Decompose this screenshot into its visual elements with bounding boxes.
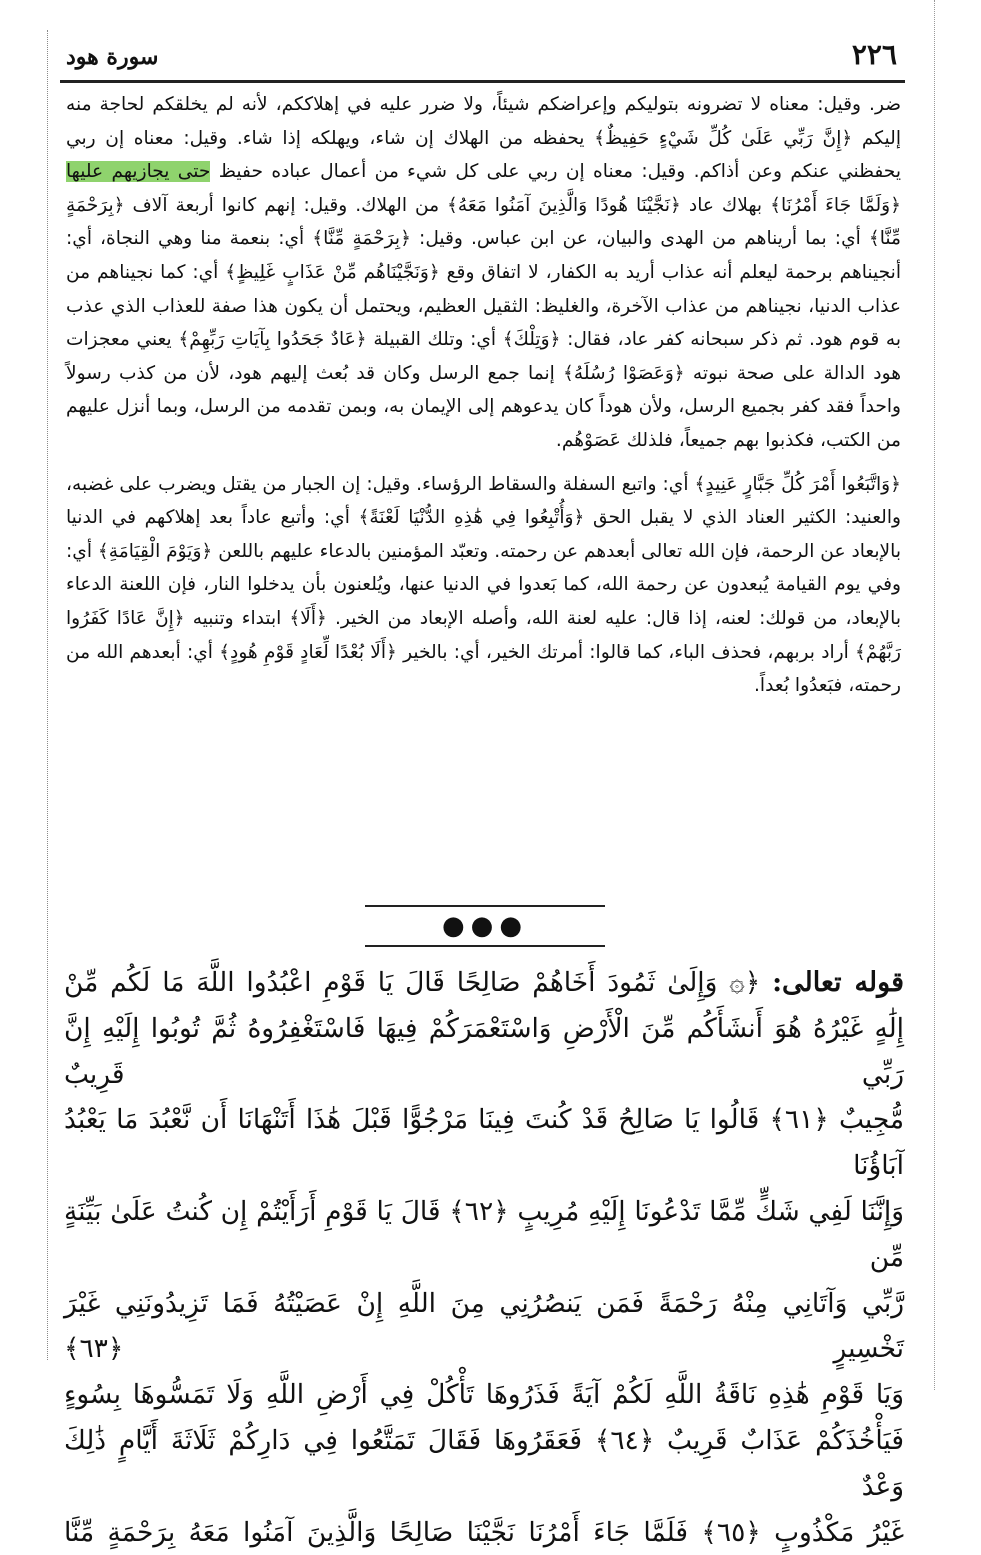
surah-name: سورة هود: [66, 44, 159, 70]
verse-line-5: رَّبِّي وَآتَانِي مِنْهُ رَحْمَةً فَمَن يَنصُرُنِي مِنَ اللَّهِ إِنْ عَصَيْتُهُ فَمَا تَزِيدُونَنِي غَيْرَ تَخْسِيرٍ ﴿٦٣﴾: [64, 1287, 904, 1365]
verse-line-2: إِلَٰهٍ غَيْرُهُ هُوَ أَنشَأَكُم مِّنَ الْأَرْضِ وَاسْتَعْمَرَكُمْ فِيهَا فَاسْتَغْفِرُوهُ ثُمَّ تُوبُوا إِلَيْهِ إِنَّ رَبِّي قَرِيبٌ: [64, 1012, 904, 1090]
verse-line-4: وَإِنَّنَا لَفِي شَكٍّ مِّمَّا تَدْعُونَا إِلَيْهِ مُرِيبٍ ﴿٦٢﴾ قَالَ يَا قَوْمِ أَرَأَيْتُمْ إِن كُنتُ عَلَىٰ بَيِّنَةٍ مِّن: [64, 1195, 904, 1273]
header-divider: [60, 80, 905, 83]
verse-line-3: مُّجِيبٌ ﴿٦١﴾ قَالُوا يَا صَالِحُ قَدْ كُنتَ فِينَا مَرْجُوًّا قَبْلَ هَٰذَا أَتَنْهَانَا أَن نَّعْبُدَ مَا يَعْبُدُ آبَاؤُنَا: [64, 1104, 904, 1182]
verse-text: ﴿۞ وَإِلَىٰ ثَمُودَ أَخَاهُمْ صَالِحًا قَالَ يَا قَوْمِ اعْبُدُوا اللَّهَ مَا لَكُم مِّنْ: [64, 967, 761, 998]
verse-intro-label: قوله تعالى:: [772, 967, 905, 998]
page-header: [60, 38, 905, 78]
highlighted-text: حتى يجازيهم عليها: [66, 161, 211, 183]
commentary-text: ﴿وَلَمَّا جَاءَ أَمْرُنَا﴾ بهلاك عاد ﴿نَجَّيْنَا هُودًا وَالَّذِينَ آمَنُوا مَعَهُ﴾ من الهلاك. وقيل: إنهم كانوا أربعة آلاف ﴿بِرَحْمَةٍ مِّنَّا﴾ أي: بما أريناهم من الهدى والبيان، عن ابن عباس. وقيل: ﴿بِرَحْمَةٍ مِّنَّا﴾ أي: بنعمة منا وهي النجاة، أي: أنجيناهم برحمة ليعلم أنه عذاب أريد به الكفار، لا اتفاق وقع ﴿وَنَجَّيْنَاهُم مِّنْ عَذَابٍ غَلِيظٍ﴾ أي: كما نجيناهم من عذاب الدنيا، نجيناهم من عذاب الآخرة، والغليظ: الثقيل العظيم، ويحتمل أن يكون هذا صفة للعذاب الذي عذب به قوم هود. ثم ذكر سبحانه كفر عاد، فقال: ﴿وَتِلْكَ﴾ أي: وتلك القبيلة ﴿عَادٌ جَحَدُوا بِآيَاتِ رَبِّهِمْ﴾ يعني معجزات هود الدالة على صحة نبوته ﴿وَعَصَوْا رُسُلَهُ﴾ إنما جمع الرسل وكان قد بُعث إليهم هود، لأن من كذب رسولاً واحداً فقد كفر بجميع الرسل، ولأن هوداً كان يدعوهم إلى الإيمان به، وبمن تقدمه من الرسل، وبما أنزل عليهم من الكتب، فكذبوا بهم جميعاً، فلذلك عَصَوْهُم.: [66, 194, 901, 451]
commentary-paragraph-1: [66, 88, 901, 458]
commentary-text: ﴿وَاتَّبَعُوا أَمْرَ كُلِّ جَبَّارٍ عَنِيدٍ﴾ أي: واتبع السفلة والسقاط الرؤساء. وقيل: إن الجبار من يقتل ويضرب على غضبه، والعنيد: الكثير العناد الذي لا يقبل الحق ﴿وَأُتْبِعُوا فِي هَٰذِهِ الدُّنْيَا لَعْنَةً﴾ أي: وأتبع عاداً بعد إهلاكهم في الدنيا بالإبعاد عن الرحمة، فإن الله تعالى أبعدهم عن رحمته. وتعبّد المؤمنين بالدعاء عليهم باللعن ﴿وَيَوْمَ الْقِيَامَةِ﴾ أي: وفي يوم القيامة يُبعدون عن رحمة الله، كما بَعدوا في الدنيا عنها، ويُلعنون بأن يدخلوا النار، فإن اللعنة الدعاء بالإبعاد، من قولك: لعنه، إذا قال: عليه لعنة الله، وأصله الإبعاد من الخير. ﴿أَلَا﴾ ابتداء وتنبيه ﴿إِنَّ عَادًا كَفَرُوا رَبَّهُمْ﴾ أراد بربهم، فحذف الباء، كما قالوا: أمرتك الخير، أي: بالخير ﴿أَلَا بُعْدًا لِّعَادٍ قَوْمِ هُودٍ﴾ أي: أبعدهم الله من رحمته، فبَعدُوا بُعداً.: [66, 473, 901, 697]
commentary-section: [66, 88, 901, 703]
page-number: ٢٢٦: [851, 38, 897, 71]
page-right-border: [934, 0, 936, 1390]
commentary-text: ضر. وقيل: معناه لا تضرونه بتوليكم وإعراضكم شيئاً، ولا ضرر عليه في إهلاككم، لأنه لم يخلقكم لحاجة منه إليكم ﴿إِنَّ رَبِّي عَلَىٰ كُلِّ شَيْءٍ حَفِيظٌ﴾ يحفظه من الهلاك إن شاء، ويهلكه إذا شاء. وقيل: معناه إن ربي يحفظني عنكم وعن أذاكم. وقيل: معناه إن ربي على كل شيء من أعمال عباده حفيظ: [66, 94, 901, 183]
verse-line-1: [64, 960, 904, 1006]
verse-line-8: غَيْرُ مَكْذُوبٍ ﴿٦٥﴾ فَلَمَّا جَاءَ أَمْرُنَا نَجَّيْنَا صَالِحًا وَالَّذِينَ آمَنُوا مَعَهُ بِرَحْمَةٍ مِّنَّا: [64, 1516, 905, 1548]
page-left-border: [47, 30, 49, 1360]
quran-verses: [64, 960, 904, 1555]
separator-rule-bottom: [365, 945, 605, 947]
verse-line-7: فَيَأْخُذَكُمْ عَذَابٌ قَرِيبٌ ﴿٦٤﴾ فَعَقَرُوهَا فَقَالَ تَمَتَّعُوا فِي دَارِكُمْ ثَلَاثَةَ أَيَّامٍ ذَٰلِكَ وَعْدٌ: [64, 1424, 904, 1502]
separator-rule-top: [365, 905, 605, 907]
commentary-paragraph-2: [66, 468, 901, 703]
separator-dots: ●●●: [441, 911, 529, 941]
verse-line-6: وَيَا قَوْمِ هَٰذِهِ نَاقَةُ اللَّهِ لَكُمْ آيَةً فَذَرُوهَا تَأْكُلْ فِي أَرْضِ اللَّهِ وَلَا تَمَسُّوهَا بِسُوءٍ: [64, 1379, 904, 1411]
section-separator: [365, 905, 605, 951]
